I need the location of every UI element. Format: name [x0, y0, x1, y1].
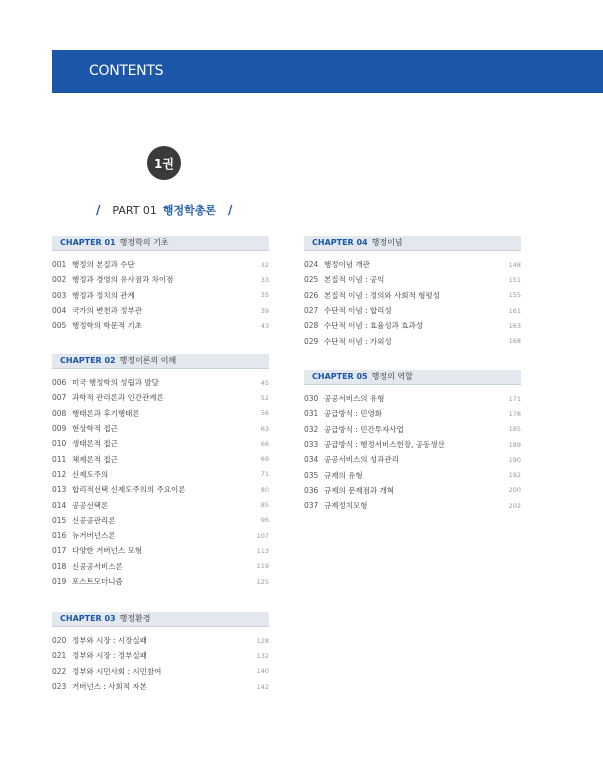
entry-title: 본질적 이념 : 공익 — [324, 275, 385, 285]
entry-number: 014 — [52, 500, 67, 510]
chapter-number: CHAPTER 02 — [60, 356, 116, 365]
entry-page: 69 — [260, 455, 269, 464]
entry-title: 정부와 시장 : 정부실패 — [72, 651, 147, 661]
entry-page: 119 — [256, 562, 269, 571]
entry-number: 007 — [52, 393, 67, 403]
entry-page: 200 — [508, 486, 521, 495]
toc-entry — [52, 559, 269, 574]
entry-page: 178 — [508, 409, 521, 418]
chapter-title: 행정이념 — [371, 238, 403, 247]
part-heading — [96, 202, 232, 218]
entry-title: 거버넌스 : 사회적 자본 — [72, 682, 147, 692]
entry-number: 036 — [304, 485, 319, 495]
part-label: PART 01 — [112, 203, 157, 217]
entry-title: 규제의 유형 — [324, 470, 363, 480]
entry-page: 35 — [260, 291, 269, 300]
entry-title: 수단적 이념 : 합리성 — [324, 306, 392, 316]
entry-title: 행정과 경영의 유사점과 차이점 — [72, 275, 174, 285]
toc-entry — [304, 422, 521, 437]
entry-title: 미국 행정학의 성립과 발달 — [72, 378, 159, 388]
entry-number: 002 — [52, 275, 67, 285]
entry-title: 생태론적 접근 — [72, 439, 118, 449]
chapter-title: 행정환경 — [119, 614, 151, 623]
toc-entry — [52, 482, 269, 497]
entry-number: 031 — [304, 409, 319, 419]
entry-title: 과학적 관리론과 인간관계론 — [72, 393, 164, 403]
chapter-section — [52, 612, 269, 694]
chapter-section — [304, 236, 521, 349]
entry-page: 125 — [256, 577, 269, 586]
entry-page: 66 — [260, 439, 269, 448]
toc-entry — [304, 467, 521, 482]
toc-entry — [304, 437, 521, 452]
toc-entry — [52, 303, 269, 318]
toc-entry — [52, 257, 269, 272]
entry-number: 019 — [52, 577, 67, 586]
toc-entry — [52, 318, 269, 333]
chapter-header — [52, 236, 269, 251]
chapter-title: 행정이론의 이해 — [119, 356, 177, 365]
entry-number: 025 — [304, 275, 319, 285]
entry-page: 113 — [256, 546, 269, 555]
entry-page: 151 — [508, 275, 521, 284]
entry-title: 공급방식 : 민영화 — [324, 409, 383, 419]
entry-title: 행정의 본질과 수단 — [72, 260, 135, 270]
toc-entry — [304, 483, 521, 498]
entry-title: 행정이념 개관 — [324, 260, 370, 270]
toc-entry — [52, 633, 269, 648]
entry-number: 027 — [304, 306, 319, 316]
toc-entry — [52, 421, 269, 436]
entry-page: 185 — [508, 425, 521, 434]
entry-number: 032 — [304, 424, 319, 434]
entry-page: 56 — [260, 409, 269, 418]
toc-entry — [52, 664, 269, 679]
entry-number: 009 — [52, 424, 67, 434]
entry-page: 71 — [260, 470, 269, 479]
entry-page: 171 — [508, 394, 521, 403]
toc-entry — [52, 467, 269, 482]
entry-title: 규제의 문제점과 개혁 — [324, 485, 394, 495]
entry-number: 020 — [52, 636, 67, 646]
entry-page: 45 — [260, 378, 269, 387]
chapter-number: CHAPTER 01 — [60, 238, 116, 247]
toc-entry — [304, 452, 521, 467]
toc-entry — [304, 406, 521, 421]
entry-title: 국가의 변천과 정부관 — [72, 306, 142, 316]
entry-page: 192 — [508, 471, 521, 480]
entry-title: 신제도주의 — [72, 469, 109, 479]
chapter-header — [52, 612, 269, 627]
chapter-number: CHAPTER 03 — [60, 614, 116, 623]
entry-title: 공공서비스의 성과관리 — [324, 455, 399, 465]
toc-entry — [52, 574, 269, 589]
toc-entry — [52, 406, 269, 421]
entry-number: 013 — [52, 485, 67, 495]
toc-entry — [304, 272, 521, 287]
entry-page: 43 — [260, 321, 269, 330]
entry-title: 신공공서비스론 — [72, 561, 123, 571]
entry-number: 004 — [52, 306, 67, 316]
entry-number: 037 — [304, 501, 319, 511]
entry-page: 85 — [260, 501, 269, 510]
entry-title: 정부와 시민사회 : 시민참여 — [72, 666, 162, 676]
entry-page: 168 — [508, 337, 521, 346]
entry-number: 030 — [304, 394, 319, 404]
entry-number: 017 — [52, 546, 67, 556]
entry-title: 체제론적 접근 — [72, 454, 118, 464]
entry-number: 001 — [52, 260, 67, 270]
entry-title: 정부와 시장 : 시장실패 — [72, 636, 147, 646]
toc-entry — [52, 436, 269, 451]
entry-page: 148 — [508, 260, 521, 269]
entry-number: 034 — [304, 455, 319, 465]
entry-number: 016 — [52, 531, 67, 541]
toc-entry — [304, 288, 521, 303]
entry-number: 018 — [52, 561, 67, 571]
entry-page: 39 — [260, 306, 269, 315]
entry-number: 003 — [52, 290, 67, 300]
entry-page: 128 — [256, 636, 269, 645]
toc-entry — [52, 451, 269, 466]
entry-number: 028 — [304, 321, 319, 331]
toc-entry — [304, 333, 521, 348]
chapter-header — [52, 354, 269, 369]
entry-title: 공급방식 : 민간투자사업 — [324, 424, 404, 434]
entry-title: 합리적선택 신제도주의의 주요이론 — [72, 485, 186, 495]
entry-page: 80 — [260, 485, 269, 494]
entry-title: 뉴거버넌스론 — [72, 531, 116, 541]
entry-page: 189 — [508, 440, 521, 449]
entry-title: 현상학적 접근 — [72, 424, 118, 434]
entry-title: 수단적 이념 : 가외성 — [324, 336, 392, 346]
toc-entry — [52, 679, 269, 694]
entry-page: 140 — [256, 667, 269, 676]
entry-title: 포스트모더니즘 — [72, 577, 123, 586]
entry-page: 33 — [260, 275, 269, 284]
toc-entry — [304, 498, 521, 513]
page-title: CONTENTS — [89, 63, 164, 79]
entry-page: 132 — [256, 651, 269, 660]
chapter-title: 행정의 역할 — [371, 372, 413, 381]
entry-page: 142 — [256, 682, 269, 691]
slash-decoration-icon: / — [228, 203, 233, 217]
entry-number: 010 — [52, 439, 67, 449]
toc-entry — [52, 272, 269, 287]
entry-title: 공공선택론 — [72, 500, 109, 510]
entry-title: 행태론과 후기행태론 — [72, 408, 140, 418]
entry-number: 035 — [304, 470, 319, 480]
chapter-number: CHAPTER 05 — [312, 372, 368, 381]
entry-number: 015 — [52, 515, 67, 525]
entry-title: 행정학의 학문적 기초 — [72, 321, 142, 331]
entry-number: 026 — [304, 290, 319, 300]
entry-number: 023 — [52, 682, 67, 692]
entry-page: 161 — [508, 306, 521, 315]
chapter-header — [304, 236, 521, 251]
entry-title: 신공공관리론 — [72, 515, 116, 525]
entry-title: 행정과 정치의 관계 — [72, 290, 135, 300]
toc-entry — [304, 257, 521, 272]
entry-number: 012 — [52, 469, 67, 479]
chapter-title: 행정학의 기초 — [119, 238, 169, 247]
entry-title: 공공서비스의 유형 — [324, 394, 385, 404]
entry-number: 022 — [52, 666, 67, 676]
toc-entry — [52, 390, 269, 405]
chapter-section — [304, 370, 521, 513]
chapter-header — [304, 370, 521, 385]
entry-number: 006 — [52, 378, 67, 388]
volume-badge: 1권 — [147, 146, 181, 180]
entry-title: 공급방식 : 행정서비스헌장, 공동생산 — [324, 440, 445, 450]
entry-page: 190 — [508, 455, 521, 464]
entry-page: 96 — [260, 516, 269, 525]
toc-entry — [52, 648, 269, 663]
toc-entry — [304, 391, 521, 406]
entry-page: 52 — [260, 393, 269, 402]
toc-entry — [52, 543, 269, 558]
toc-entry — [304, 318, 521, 333]
chapter-section — [52, 354, 269, 589]
toc-entry — [52, 288, 269, 303]
entry-page: 107 — [256, 531, 269, 540]
part-title: 행정학총론 — [162, 204, 217, 217]
chapter-section — [52, 236, 269, 333]
toc-entry — [52, 528, 269, 543]
entry-number: 029 — [304, 336, 319, 346]
entry-title: 수단적 이념 : 효율성과 효과성 — [324, 321, 424, 331]
entry-number: 011 — [52, 454, 67, 464]
entry-page: 155 — [508, 291, 521, 300]
entry-title: 본질적 이념 : 정의와 사회적 형평성 — [324, 290, 440, 300]
entry-number: 024 — [304, 260, 319, 270]
toc-entry — [304, 303, 521, 318]
entry-number: 008 — [52, 408, 67, 418]
entry-page: 63 — [260, 424, 269, 433]
entry-number: 005 — [52, 321, 67, 331]
entry-number: 021 — [52, 651, 67, 661]
entry-number: 033 — [304, 440, 319, 450]
entry-title: 규제정치모형 — [324, 501, 368, 511]
slash-decoration-icon: / — [96, 203, 101, 217]
entry-page: 32 — [260, 260, 269, 269]
entry-page: 202 — [508, 501, 521, 510]
chapter-number: CHAPTER 04 — [312, 238, 368, 247]
toc-entry — [52, 375, 269, 390]
toc-entry — [52, 497, 269, 512]
entry-title: 다양한 거버넌스 모형 — [72, 546, 142, 556]
header-banner — [52, 50, 603, 93]
toc-entry — [52, 513, 269, 528]
entry-page: 163 — [508, 321, 521, 330]
